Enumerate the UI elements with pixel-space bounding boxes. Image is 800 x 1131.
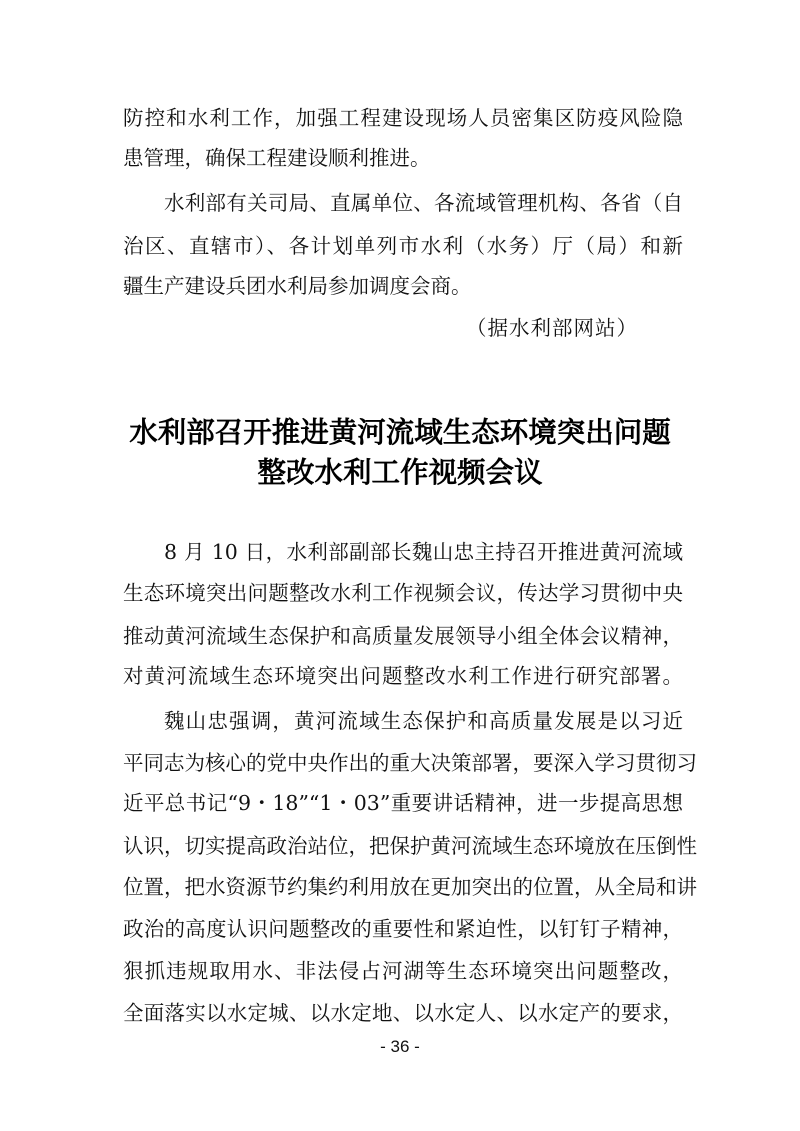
body-text-line: 治区、直辖市）、各计划单列市水利（水务）厅（局）和新 <box>123 234 683 258</box>
body-text-line: 位置，把水资源节约集约利用放在更加突出的位置，从全局和讲 <box>123 875 697 899</box>
body-text-line: 8 月 10 日，水利部副部长魏山忠主持召开推进黄河流域 <box>164 540 683 564</box>
body-text-line: 近平总书记“9・18”“1・03”重要讲话精神，进一步提高思想 <box>123 791 683 815</box>
body-text-line: 魏山忠强调，黄河流域生态保护和高质量发展是以习近 <box>164 709 683 733</box>
body-text-line: 狠抓违规取用水、非法侵占河湖等生态环境突出问题整改， <box>123 959 683 983</box>
body-text-line: 推动黄河流域生态保护和高质量发展领导小组全体会议精神， <box>123 624 683 648</box>
body-text-line: 政治的高度认识问题整改的重要性和紧迫性，以钉钉子精神， <box>123 917 683 941</box>
article-title-line-1: 水利部召开推进黄河流域生态环境突出问题 <box>129 416 671 449</box>
body-text-line: 水利部有关司局、直属单位、各流域管理机构、各省（自 <box>164 191 683 215</box>
body-text-line: 对黄河流域生态环境突出问题整改水利工作进行研究部署。 <box>123 664 683 688</box>
body-text-line: 平同志为核心的党中央作出的重大决策部署，要深入学习贯彻习 <box>123 751 697 775</box>
body-text-line: 生态环境突出问题整改水利工作视频会议，传达学习贯彻中央 <box>123 581 683 605</box>
article-title-line-2: 整改水利工作视频会议 <box>257 456 543 489</box>
body-text-line: 疆生产建设兵团水利局参加调度会商。 <box>123 274 472 298</box>
page-number: - 36 - <box>380 1037 420 1056</box>
source-attribution: （据水利部网站） <box>466 316 638 340</box>
body-text-line: 患管理，确保工程建设顺利推进。 <box>123 146 431 170</box>
body-text-line: 全面落实以水定城、以水定地、以水定人、以水定产的要求， <box>123 1001 683 1025</box>
body-text-line: 防控和水利工作，加强工程建设现场人员密集区防疫风险隐 <box>123 106 683 130</box>
body-text-line: 认识，切实提高政治站位，把保护黄河流域生态环境放在压倒性 <box>123 834 697 858</box>
